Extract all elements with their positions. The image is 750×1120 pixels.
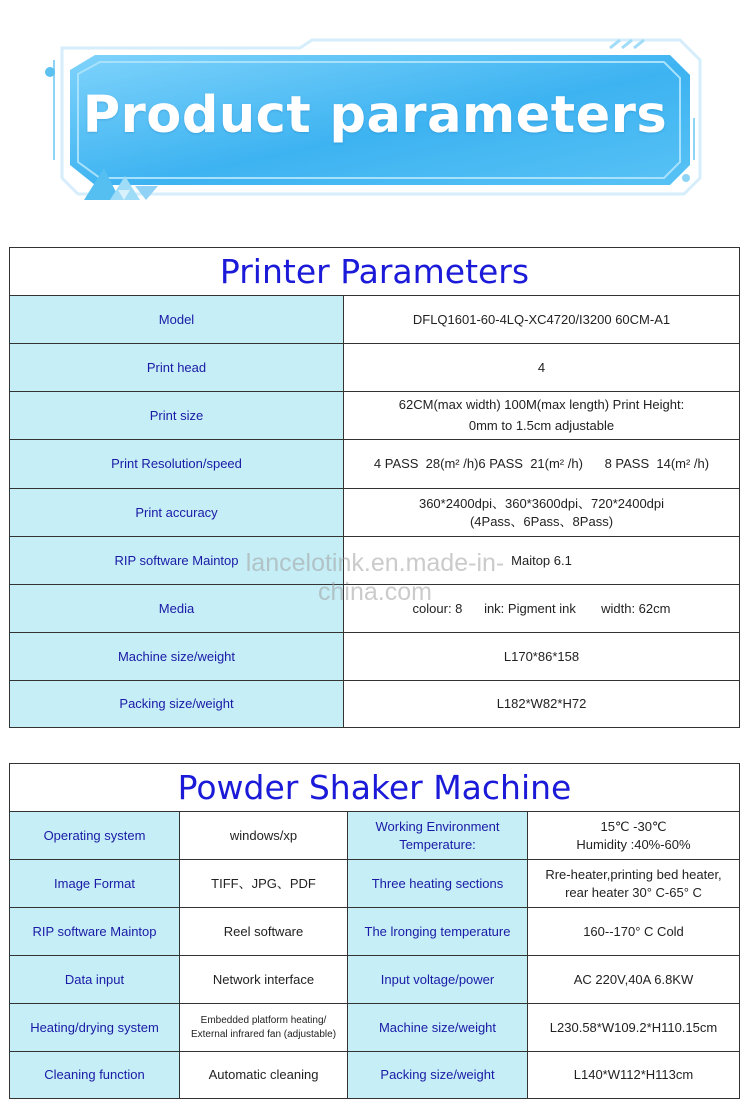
table-row — [10, 1004, 739, 1052]
table-row — [10, 633, 739, 681]
value-line: 360*2400dpi、360*3600dpi、720*2400dpi — [418, 495, 665, 511]
row-value — [344, 489, 739, 536]
table-row — [10, 812, 739, 860]
row-label: Data input — [10, 956, 180, 1003]
row-value: colour: 8 ink: Pigment ink width: 62cm — [344, 585, 739, 632]
row-value: Automatic cleaning — [180, 1052, 348, 1098]
row-label: Print Resolution/speed — [10, 440, 344, 488]
row-label: RIP software Maintop — [10, 908, 180, 955]
row-value: 4 PASS 28(m² /h)6 PASS 21(m² /h) 8 PASS 14(m² /h) — [344, 440, 739, 488]
row-value: L182*W82*H72 — [344, 681, 739, 727]
row-label: Model — [10, 296, 344, 343]
table-row — [10, 585, 739, 633]
row-label: The lronging temperature — [348, 908, 528, 955]
row-value: TIFF、JPG、PDF — [180, 860, 348, 907]
table-row — [10, 1052, 739, 1098]
row-label: Print size — [10, 392, 344, 439]
table-row — [10, 956, 739, 1004]
row-label: Print head — [10, 344, 344, 391]
row-label: Cleaning function — [10, 1052, 180, 1098]
printer-table-title: Printer Parameters — [10, 248, 739, 296]
row-label: Operating system — [10, 812, 180, 859]
table-row — [10, 344, 739, 392]
row-value: L170*86*158 — [344, 633, 739, 680]
value-line: Humidity :40%-60% — [576, 836, 691, 852]
row-label: Media — [10, 585, 344, 632]
row-value — [344, 392, 739, 439]
row-value: Reel software — [180, 908, 348, 955]
row-label: Print accuracy — [10, 489, 344, 536]
printer-parameters-table — [9, 247, 740, 728]
row-label: Packing size/weight — [348, 1052, 528, 1098]
row-value — [180, 1004, 348, 1051]
powder-table-title: Powder Shaker Machine — [10, 764, 739, 812]
powder-shaker-table — [9, 763, 740, 1099]
table-row — [10, 489, 739, 537]
value-line: Embedded platform heating/ — [200, 1014, 327, 1026]
row-value: L230.58*W109.2*H110.15cm — [528, 1004, 739, 1051]
row-value: Rre-heater,printing bed heater, rear heater 30° C-65° C — [528, 860, 739, 907]
row-value: windows/xp — [180, 812, 348, 859]
row-label: Machine size/weight — [348, 1004, 528, 1051]
row-label: Image Format — [10, 860, 180, 907]
row-label: Machine size/weight — [10, 633, 344, 680]
row-value: 4 — [344, 344, 739, 391]
row-value: DFLQ1601-60-4LQ-XC4720/I3200 60CM-A1 — [344, 296, 739, 343]
row-value: Network interface — [180, 956, 348, 1003]
table-row — [10, 440, 739, 489]
row-value: AC 220V,40A 6.8KW — [528, 956, 739, 1003]
table-row — [10, 908, 739, 956]
row-value: 160--170° C Cold — [528, 908, 739, 955]
table-row — [10, 860, 739, 908]
row-label: Packing size/weight — [10, 681, 344, 727]
row-value — [528, 812, 739, 859]
table-row — [10, 537, 739, 585]
value-line: (4Pass、6Pass、8Pass) — [469, 513, 614, 529]
row-label: RIP software Maintop — [10, 537, 344, 584]
row-value: L140*W112*H113cm — [528, 1052, 739, 1098]
row-label: Input voltage/power — [348, 956, 528, 1003]
row-label: Three heating sections — [348, 860, 528, 907]
table-row — [10, 392, 739, 440]
value-line: 62CM(max width) 100M(max length) Print Height: — [398, 397, 685, 412]
table-row — [10, 296, 739, 344]
value-line: 0mm to 1.5cm adjustable — [468, 418, 615, 433]
value-line: 15℃ -30℃ — [600, 818, 667, 834]
banner — [0, 0, 750, 230]
banner-title: Product parameters — [82, 86, 668, 145]
table-row — [10, 681, 739, 727]
watermark-text: lancelotink.en.made-in-china.com — [245, 549, 505, 606]
row-label: Working Environment Temperature: — [348, 812, 528, 859]
value-line: External infrared fan (adjustable) — [190, 1028, 337, 1040]
row-label: Heating/drying system — [10, 1004, 180, 1051]
row-value: Maitop 6.1 — [344, 537, 739, 584]
